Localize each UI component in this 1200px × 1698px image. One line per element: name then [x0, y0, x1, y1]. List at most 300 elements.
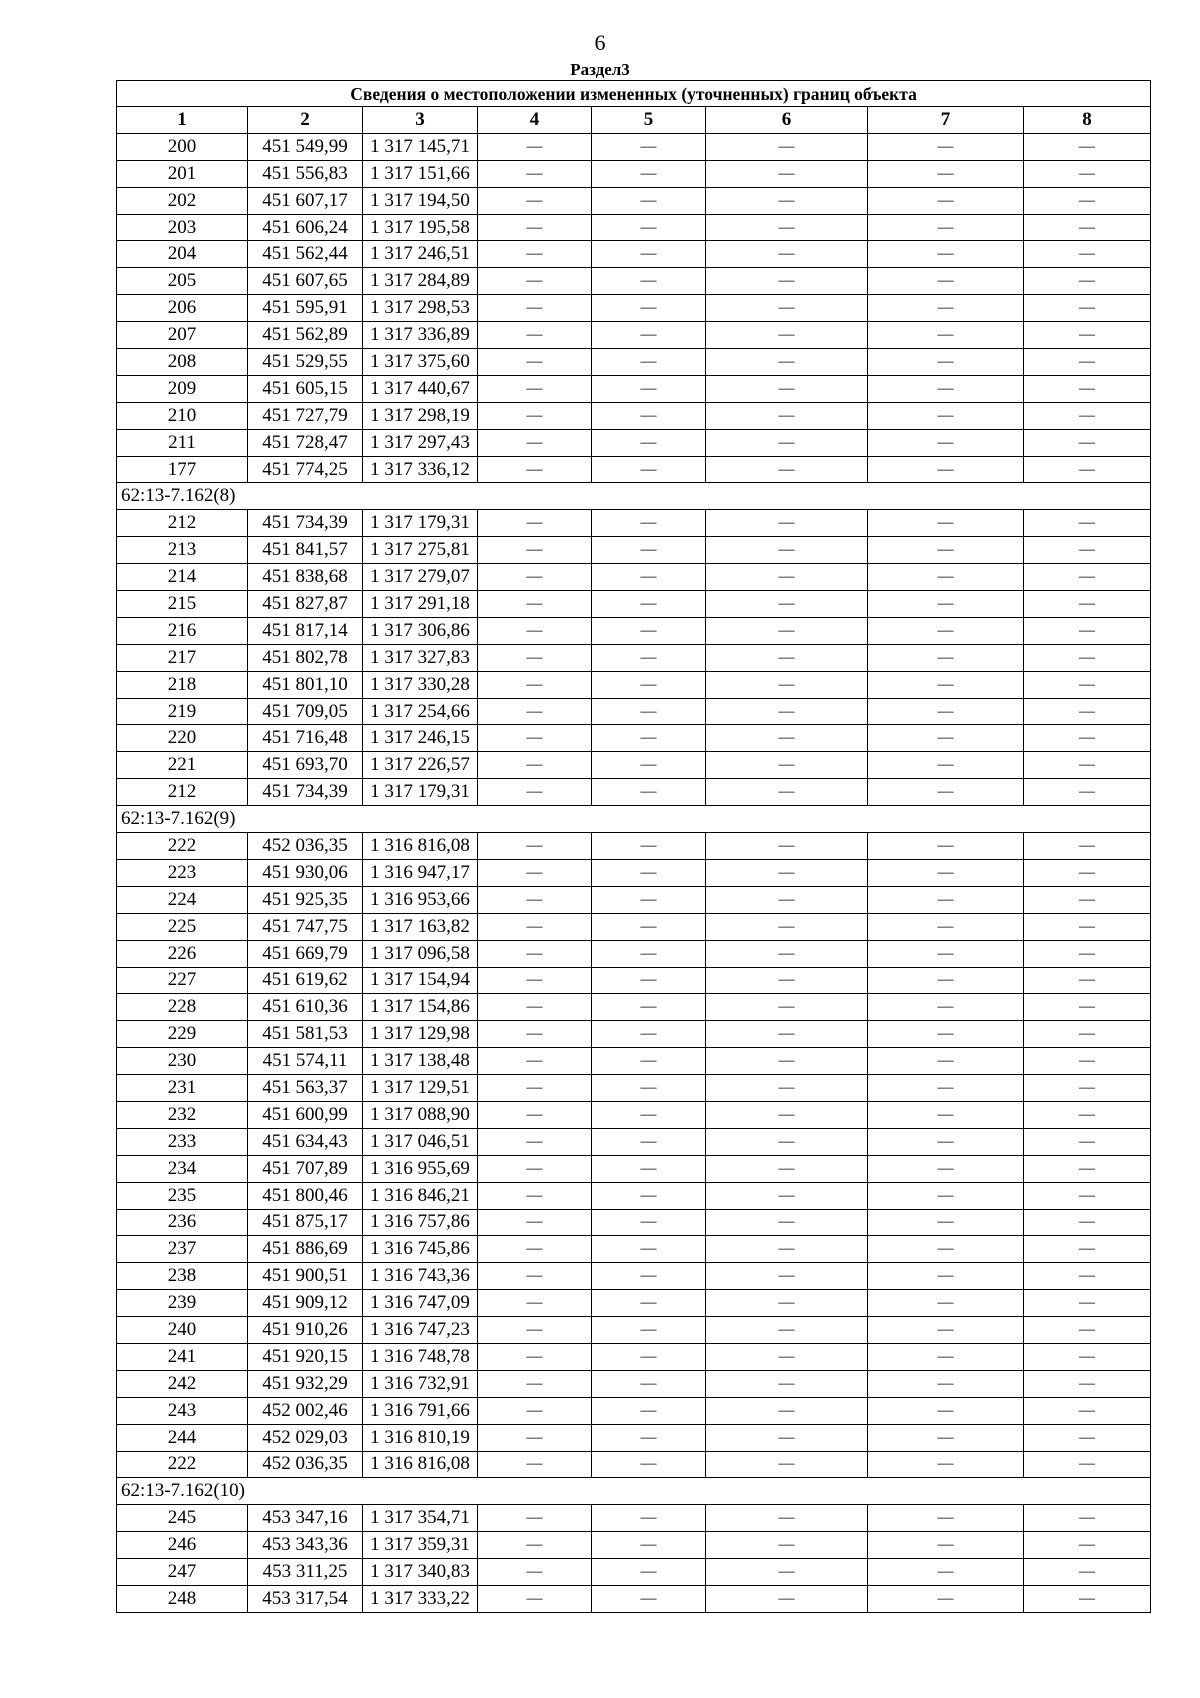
empty-value-dash: — — [706, 1101, 868, 1128]
y-coordinate-cell: 1 316 816,08 — [363, 833, 478, 860]
point-number-cell: 219 — [117, 698, 248, 725]
empty-value-dash: — — [706, 1559, 868, 1586]
point-number-cell: 230 — [117, 1048, 248, 1075]
empty-value-dash: — — [1024, 725, 1151, 752]
empty-value-dash: — — [1024, 940, 1151, 967]
table-row — [117, 1209, 1151, 1236]
empty-value-dash: — — [1024, 564, 1151, 591]
empty-value-dash: — — [1024, 886, 1151, 913]
point-number-cell: 247 — [117, 1559, 248, 1586]
empty-value-dash: — — [1024, 295, 1151, 322]
empty-value-dash: — — [868, 752, 1024, 779]
empty-value-dash: — — [1024, 537, 1151, 564]
empty-value-dash: — — [592, 1182, 706, 1209]
y-coordinate-cell: 1 317 046,51 — [363, 1128, 478, 1155]
point-number-cell: 207 — [117, 322, 248, 349]
x-coordinate-cell: 451 606,24 — [248, 214, 363, 241]
empty-value-dash: — — [592, 1263, 706, 1290]
empty-value-dash: — — [868, 1155, 1024, 1182]
empty-value-dash: — — [706, 1128, 868, 1155]
y-coordinate-cell: 1 317 297,43 — [363, 429, 478, 456]
empty-value-dash: — — [706, 456, 868, 483]
empty-value-dash: — — [1024, 913, 1151, 940]
table-row — [117, 187, 1151, 214]
point-number-cell: 244 — [117, 1424, 248, 1451]
x-coordinate-cell: 451 930,06 — [248, 859, 363, 886]
empty-value-dash: — — [706, 967, 868, 994]
column-header-6: 6 — [706, 107, 868, 134]
empty-value-dash: — — [706, 214, 868, 241]
x-coordinate-cell: 451 802,78 — [248, 644, 363, 671]
x-coordinate-cell: 451 574,11 — [248, 1048, 363, 1075]
cadastral-number: 62:13-7.162(9) — [117, 806, 1151, 833]
empty-value-dash: — — [478, 1424, 592, 1451]
table-row — [117, 725, 1151, 752]
empty-value-dash: — — [592, 752, 706, 779]
empty-value-dash: — — [706, 591, 868, 618]
empty-value-dash: — — [706, 1290, 868, 1317]
y-coordinate-cell: 1 316 747,09 — [363, 1290, 478, 1317]
point-number-cell: 214 — [117, 564, 248, 591]
empty-value-dash: — — [1024, 1424, 1151, 1451]
empty-value-dash: — — [592, 1370, 706, 1397]
y-coordinate-cell: 1 316 953,66 — [363, 886, 478, 913]
empty-value-dash: — — [868, 1424, 1024, 1451]
empty-value-dash: — — [1024, 967, 1151, 994]
empty-value-dash: — — [868, 913, 1024, 940]
x-coordinate-cell: 451 581,53 — [248, 1021, 363, 1048]
empty-value-dash: — — [868, 725, 1024, 752]
empty-value-dash: — — [1024, 1505, 1151, 1532]
empty-value-dash: — — [478, 725, 592, 752]
empty-value-dash: — — [592, 859, 706, 886]
x-coordinate-cell: 451 747,75 — [248, 913, 363, 940]
table-row — [117, 1532, 1151, 1559]
y-coordinate-cell: 1 317 129,98 — [363, 1021, 478, 1048]
empty-value-dash: — — [706, 859, 868, 886]
point-number-cell: 237 — [117, 1236, 248, 1263]
point-number-cell: 205 — [117, 268, 248, 295]
point-number-cell: 222 — [117, 833, 248, 860]
empty-value-dash: — — [592, 187, 706, 214]
empty-value-dash: — — [478, 1075, 592, 1102]
table-row — [117, 617, 1151, 644]
empty-value-dash: — — [592, 456, 706, 483]
y-coordinate-cell: 1 317 163,82 — [363, 913, 478, 940]
empty-value-dash: — — [868, 1209, 1024, 1236]
y-coordinate-cell: 1 317 306,86 — [363, 617, 478, 644]
empty-value-dash: — — [868, 1048, 1024, 1075]
empty-value-dash: — — [478, 1343, 592, 1370]
empty-value-dash: — — [1024, 1128, 1151, 1155]
table-row — [117, 1317, 1151, 1344]
empty-value-dash: — — [868, 644, 1024, 671]
x-coordinate-cell: 451 529,55 — [248, 349, 363, 376]
y-coordinate-cell: 1 317 375,60 — [363, 349, 478, 376]
table-row — [117, 1236, 1151, 1263]
point-number-cell: 238 — [117, 1263, 248, 1290]
empty-value-dash: — — [592, 591, 706, 618]
empty-value-dash: — — [478, 779, 592, 806]
empty-value-dash: — — [478, 564, 592, 591]
empty-value-dash: — — [478, 1505, 592, 1532]
empty-value-dash: — — [868, 1370, 1024, 1397]
table-row — [117, 1021, 1151, 1048]
y-coordinate-cell: 1 317 096,58 — [363, 940, 478, 967]
y-coordinate-cell: 1 317 194,50 — [363, 187, 478, 214]
empty-value-dash: — — [868, 591, 1024, 618]
point-number-cell: 239 — [117, 1290, 248, 1317]
point-number-cell: 223 — [117, 859, 248, 886]
empty-value-dash: — — [592, 160, 706, 187]
empty-value-dash: — — [1024, 1209, 1151, 1236]
table-row — [117, 671, 1151, 698]
empty-value-dash: — — [868, 833, 1024, 860]
empty-value-dash: — — [868, 1101, 1024, 1128]
empty-value-dash: — — [592, 1532, 706, 1559]
point-number-cell: 222 — [117, 1451, 248, 1478]
empty-value-dash: — — [706, 1021, 868, 1048]
empty-value-dash: — — [478, 1209, 592, 1236]
point-number-cell: 211 — [117, 429, 248, 456]
empty-value-dash: — — [868, 1451, 1024, 1478]
x-coordinate-cell: 451 716,48 — [248, 725, 363, 752]
y-coordinate-cell: 1 317 333,22 — [363, 1585, 478, 1612]
column-header-4: 4 — [478, 107, 592, 134]
empty-value-dash: — — [478, 886, 592, 913]
empty-value-dash: — — [478, 833, 592, 860]
column-header-3: 3 — [363, 107, 478, 134]
x-coordinate-cell: 451 610,36 — [248, 994, 363, 1021]
empty-value-dash: — — [706, 1370, 868, 1397]
empty-value-dash: — — [706, 564, 868, 591]
y-coordinate-cell: 1 317 340,83 — [363, 1559, 478, 1586]
point-number-cell: 204 — [117, 241, 248, 268]
empty-value-dash: — — [478, 349, 592, 376]
y-coordinate-cell: 1 316 846,21 — [363, 1182, 478, 1209]
empty-value-dash: — — [478, 510, 592, 537]
x-coordinate-cell: 451 707,89 — [248, 1155, 363, 1182]
empty-value-dash: — — [478, 1397, 592, 1424]
y-coordinate-cell: 1 316 757,86 — [363, 1209, 478, 1236]
table-row — [117, 967, 1151, 994]
column-header-8: 8 — [1024, 107, 1151, 134]
x-coordinate-cell: 451 556,83 — [248, 160, 363, 187]
empty-value-dash: — — [1024, 1101, 1151, 1128]
empty-value-dash: — — [1024, 214, 1151, 241]
x-coordinate-cell: 451 932,29 — [248, 1370, 363, 1397]
empty-value-dash: — — [1024, 1317, 1151, 1344]
empty-value-dash: — — [1024, 1263, 1151, 1290]
x-coordinate-cell: 451 920,15 — [248, 1343, 363, 1370]
empty-value-dash: — — [478, 940, 592, 967]
column-number-row — [117, 107, 1151, 134]
point-number-cell: 248 — [117, 1585, 248, 1612]
empty-value-dash: — — [592, 564, 706, 591]
empty-value-dash: — — [1024, 1290, 1151, 1317]
point-number-cell: 216 — [117, 617, 248, 644]
empty-value-dash: — — [706, 886, 868, 913]
y-coordinate-cell: 1 317 195,58 — [363, 214, 478, 241]
empty-value-dash: — — [706, 1317, 868, 1344]
empty-value-dash: — — [1024, 1397, 1151, 1424]
point-number-cell: 220 — [117, 725, 248, 752]
empty-value-dash: — — [868, 1317, 1024, 1344]
cadastral-number: 62:13-7.162(8) — [117, 483, 1151, 510]
table-row — [117, 160, 1151, 187]
empty-value-dash: — — [592, 429, 706, 456]
x-coordinate-cell: 451 841,57 — [248, 537, 363, 564]
empty-value-dash: — — [868, 779, 1024, 806]
point-number-cell: 226 — [117, 940, 248, 967]
empty-value-dash: — — [592, 214, 706, 241]
empty-value-dash: — — [868, 402, 1024, 429]
empty-value-dash: — — [1024, 133, 1151, 160]
empty-value-dash: — — [592, 671, 706, 698]
empty-value-dash: — — [1024, 752, 1151, 779]
group-header-row — [117, 1478, 1151, 1505]
column-header-1: 1 — [117, 107, 248, 134]
y-coordinate-cell: 1 316 748,78 — [363, 1343, 478, 1370]
empty-value-dash: — — [706, 1397, 868, 1424]
table-row — [117, 1263, 1151, 1290]
empty-value-dash: — — [592, 1343, 706, 1370]
group-header-row — [117, 483, 1151, 510]
page-number: 6 — [594, 30, 606, 55]
empty-value-dash: — — [1024, 1155, 1151, 1182]
empty-value-dash: — — [868, 187, 1024, 214]
table-row — [117, 1370, 1151, 1397]
empty-value-dash: — — [592, 1585, 706, 1612]
empty-value-dash: — — [706, 940, 868, 967]
boundary-coordinates-table — [116, 80, 1151, 1613]
table-row — [117, 1290, 1151, 1317]
empty-value-dash: — — [868, 510, 1024, 537]
table-row — [117, 1424, 1151, 1451]
empty-value-dash: — — [592, 375, 706, 402]
empty-value-dash: — — [868, 859, 1024, 886]
x-coordinate-cell: 451 910,26 — [248, 1317, 363, 1344]
y-coordinate-cell: 1 317 284,89 — [363, 268, 478, 295]
x-coordinate-cell: 451 709,05 — [248, 698, 363, 725]
y-coordinate-cell: 1 317 354,71 — [363, 1505, 478, 1532]
empty-value-dash: — — [706, 1075, 868, 1102]
y-coordinate-cell: 1 317 359,31 — [363, 1532, 478, 1559]
table-row — [117, 133, 1151, 160]
table-row — [117, 322, 1151, 349]
empty-value-dash: — — [706, 1182, 868, 1209]
y-coordinate-cell: 1 316 747,23 — [363, 1317, 478, 1344]
empty-value-dash: — — [706, 1532, 868, 1559]
empty-value-dash: — — [1024, 1236, 1151, 1263]
empty-value-dash: — — [1024, 241, 1151, 268]
empty-value-dash: — — [478, 644, 592, 671]
empty-value-dash: — — [592, 322, 706, 349]
x-coordinate-cell: 452 036,35 — [248, 833, 363, 860]
point-number-cell: 206 — [117, 295, 248, 322]
x-coordinate-cell: 451 693,70 — [248, 752, 363, 779]
table-row — [117, 779, 1151, 806]
x-coordinate-cell: 452 002,46 — [248, 1397, 363, 1424]
point-number-cell: 201 — [117, 160, 248, 187]
point-number-cell: 208 — [117, 349, 248, 376]
empty-value-dash: — — [592, 644, 706, 671]
empty-value-dash: — — [1024, 644, 1151, 671]
table-row — [117, 1048, 1151, 1075]
empty-value-dash: — — [478, 591, 592, 618]
empty-value-dash: — — [592, 725, 706, 752]
empty-value-dash: — — [1024, 187, 1151, 214]
empty-value-dash: — — [1024, 1343, 1151, 1370]
empty-value-dash: — — [592, 1317, 706, 1344]
y-coordinate-cell: 1 317 330,28 — [363, 671, 478, 698]
empty-value-dash: — — [478, 295, 592, 322]
table-row — [117, 1559, 1151, 1586]
y-coordinate-cell: 1 316 810,19 — [363, 1424, 478, 1451]
empty-value-dash: — — [706, 1048, 868, 1075]
empty-value-dash: — — [868, 698, 1024, 725]
empty-value-dash: — — [592, 510, 706, 537]
point-number-cell: 212 — [117, 779, 248, 806]
point-number-cell: 210 — [117, 402, 248, 429]
y-coordinate-cell: 1 317 336,89 — [363, 322, 478, 349]
point-number-cell: 224 — [117, 886, 248, 913]
y-coordinate-cell: 1 317 275,81 — [363, 537, 478, 564]
empty-value-dash: — — [592, 1075, 706, 1102]
point-number-cell: 213 — [117, 537, 248, 564]
table-row — [117, 940, 1151, 967]
x-coordinate-cell: 451 607,17 — [248, 187, 363, 214]
table-row — [117, 510, 1151, 537]
empty-value-dash: — — [706, 913, 868, 940]
empty-value-dash: — — [868, 1505, 1024, 1532]
point-number-cell: 241 — [117, 1343, 248, 1370]
table-row — [117, 1101, 1151, 1128]
point-number-cell: 228 — [117, 994, 248, 1021]
y-coordinate-cell: 1 317 138,48 — [363, 1048, 478, 1075]
empty-value-dash: — — [478, 187, 592, 214]
x-coordinate-cell: 453 347,16 — [248, 1505, 363, 1532]
empty-value-dash: — — [1024, 1585, 1151, 1612]
empty-value-dash: — — [592, 1451, 706, 1478]
x-coordinate-cell: 451 549,99 — [248, 133, 363, 160]
empty-value-dash: — — [706, 617, 868, 644]
y-coordinate-cell: 1 317 179,31 — [363, 779, 478, 806]
table-row — [117, 456, 1151, 483]
empty-value-dash: — — [478, 133, 592, 160]
point-number-cell: 240 — [117, 1317, 248, 1344]
table-row — [117, 994, 1151, 1021]
empty-value-dash: — — [706, 752, 868, 779]
empty-value-dash: — — [478, 214, 592, 241]
empty-value-dash: — — [706, 133, 868, 160]
y-coordinate-cell: 1 317 298,53 — [363, 295, 478, 322]
empty-value-dash: — — [868, 1559, 1024, 1586]
table-row — [117, 214, 1151, 241]
table-row — [117, 591, 1151, 618]
empty-value-dash: — — [478, 429, 592, 456]
empty-value-dash: — — [478, 1048, 592, 1075]
x-coordinate-cell: 451 817,14 — [248, 617, 363, 644]
empty-value-dash: — — [706, 994, 868, 1021]
table-row — [117, 429, 1151, 456]
point-number-cell: 202 — [117, 187, 248, 214]
empty-value-dash: — — [478, 1101, 592, 1128]
x-coordinate-cell: 451 600,99 — [248, 1101, 363, 1128]
x-coordinate-cell: 451 728,47 — [248, 429, 363, 456]
empty-value-dash: — — [1024, 859, 1151, 886]
table-row — [117, 644, 1151, 671]
empty-value-dash: — — [868, 1021, 1024, 1048]
table-row — [117, 1505, 1151, 1532]
point-number-cell: 215 — [117, 591, 248, 618]
empty-value-dash: — — [478, 1451, 592, 1478]
table-row — [117, 1128, 1151, 1155]
point-number-cell: 242 — [117, 1370, 248, 1397]
y-coordinate-cell: 1 317 279,07 — [363, 564, 478, 591]
empty-value-dash: — — [706, 1451, 868, 1478]
empty-value-dash: — — [706, 1424, 868, 1451]
empty-value-dash: — — [478, 1236, 592, 1263]
point-number-cell: 234 — [117, 1155, 248, 1182]
empty-value-dash: — — [868, 1075, 1024, 1102]
empty-value-dash: — — [592, 1236, 706, 1263]
empty-value-dash: — — [706, 375, 868, 402]
column-header-7: 7 — [868, 107, 1024, 134]
empty-value-dash: — — [1024, 1075, 1151, 1102]
x-coordinate-cell: 451 875,17 — [248, 1209, 363, 1236]
x-coordinate-cell: 451 900,51 — [248, 1263, 363, 1290]
empty-value-dash: — — [706, 349, 868, 376]
x-coordinate-cell: 451 774,25 — [248, 456, 363, 483]
empty-value-dash: — — [868, 133, 1024, 160]
point-number-cell: 229 — [117, 1021, 248, 1048]
empty-value-dash: — — [1024, 698, 1151, 725]
empty-value-dash: — — [592, 349, 706, 376]
empty-value-dash: — — [706, 725, 868, 752]
x-coordinate-cell: 452 036,35 — [248, 1451, 363, 1478]
y-coordinate-cell: 1 316 791,66 — [363, 1397, 478, 1424]
table-row — [117, 698, 1151, 725]
y-coordinate-cell: 1 317 336,12 — [363, 456, 478, 483]
empty-value-dash: — — [868, 349, 1024, 376]
x-coordinate-cell: 451 925,35 — [248, 886, 363, 913]
empty-value-dash: — — [706, 1155, 868, 1182]
table-row — [117, 886, 1151, 913]
empty-value-dash: — — [706, 1209, 868, 1236]
table-row — [117, 537, 1151, 564]
empty-value-dash: — — [1024, 994, 1151, 1021]
table-row — [117, 295, 1151, 322]
empty-value-dash: — — [706, 1263, 868, 1290]
y-coordinate-cell: 1 317 246,51 — [363, 241, 478, 268]
table-row — [117, 402, 1151, 429]
empty-value-dash: — — [592, 698, 706, 725]
x-coordinate-cell: 451 562,44 — [248, 241, 363, 268]
x-coordinate-cell: 453 311,25 — [248, 1559, 363, 1586]
empty-value-dash: — — [1024, 779, 1151, 806]
empty-value-dash: — — [706, 322, 868, 349]
empty-value-dash: — — [706, 268, 868, 295]
empty-value-dash: — — [868, 456, 1024, 483]
empty-value-dash: — — [868, 994, 1024, 1021]
point-number-cell: 200 — [117, 133, 248, 160]
empty-value-dash: — — [592, 1048, 706, 1075]
empty-value-dash: — — [592, 402, 706, 429]
x-coordinate-cell: 451 634,43 — [248, 1128, 363, 1155]
table-row — [117, 268, 1151, 295]
empty-value-dash: — — [706, 187, 868, 214]
